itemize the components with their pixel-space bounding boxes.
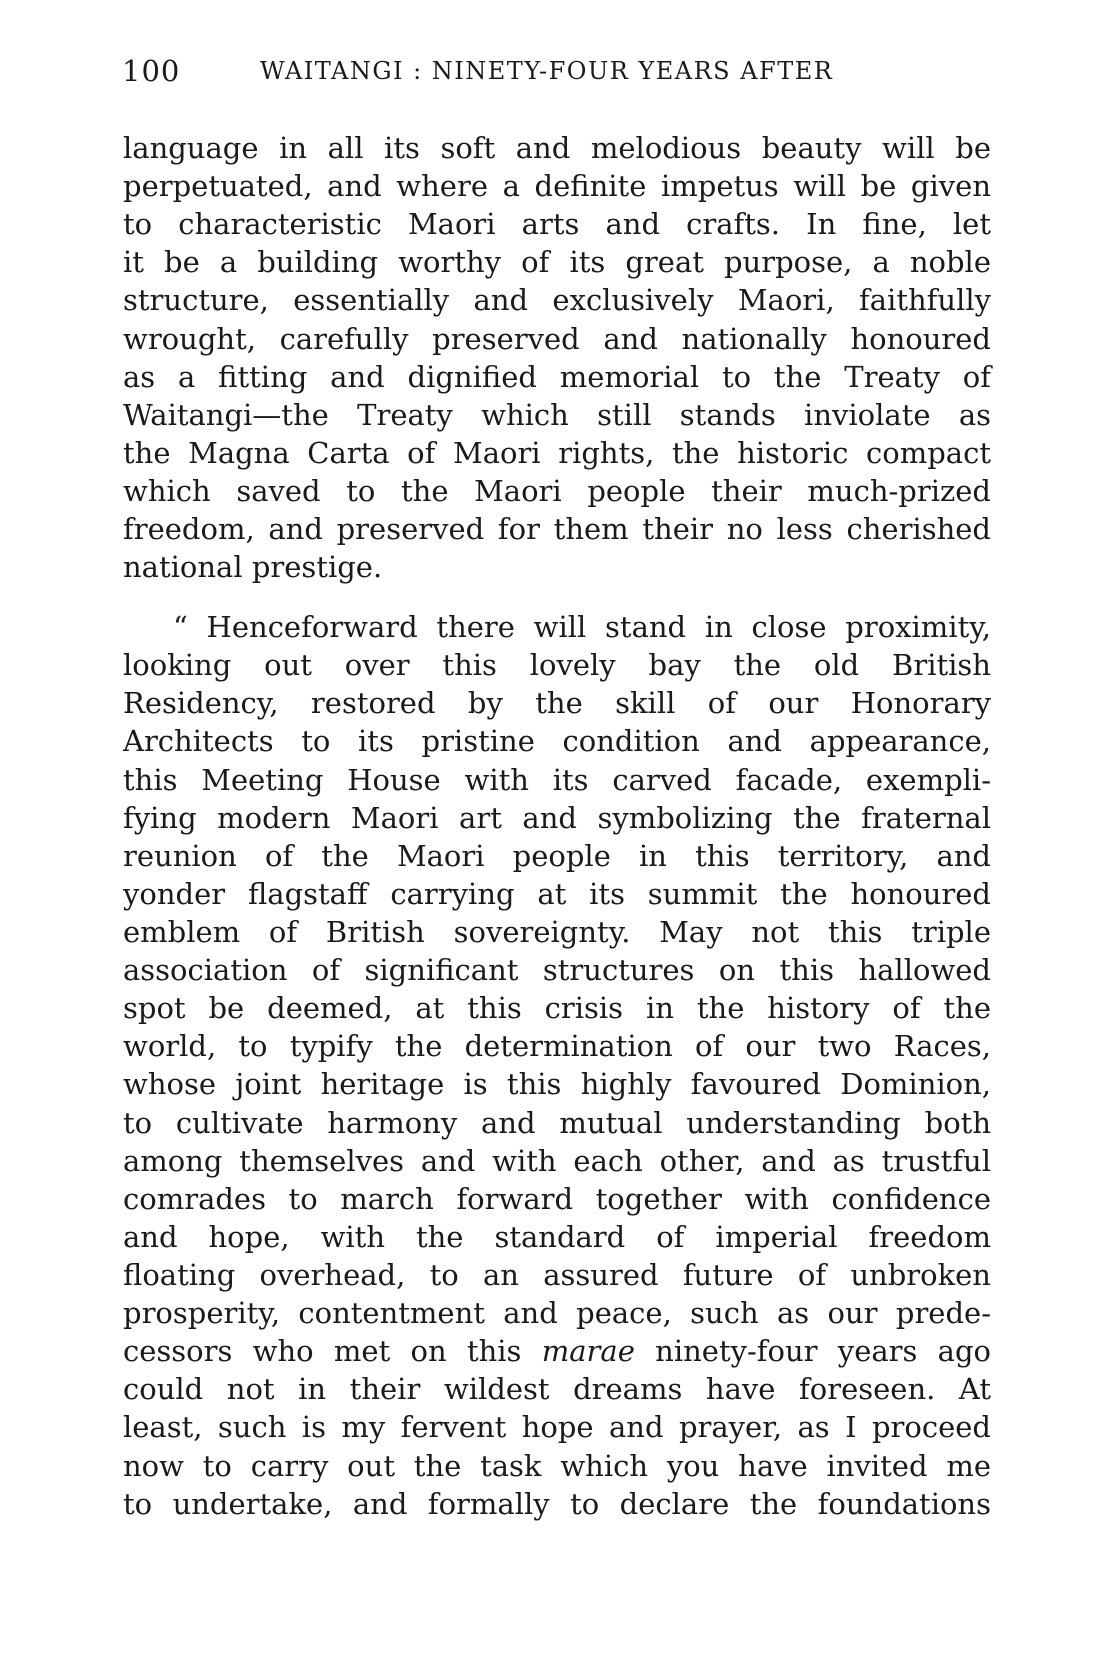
text-line: looking out over this lovely bay the old British <box>123 648 991 682</box>
italic-word-marae: marae <box>541 1334 635 1368</box>
text-line: as a fitting and dignified memorial to the Treaty of <box>123 360 991 394</box>
text-line: could not in their wildest dreams have foreseen. At <box>123 1372 991 1406</box>
text-line: wrought, carefully preserved and nationally honoured <box>123 322 991 356</box>
running-head <box>122 54 992 94</box>
text-line: whose joint heritage is this highly favoured Dominion, <box>123 1067 991 1101</box>
text-line: prosperity, contentment and peace, such as our prede- <box>123 1296 991 1330</box>
text-line: reunion of the Maori people in this territory, and <box>123 839 991 873</box>
page-number: 100 <box>122 54 181 88</box>
text-line: now to carry out the task which you have invited me <box>123 1449 991 1483</box>
text-line: spot be deemed, at this crisis in the history of the <box>123 991 991 1025</box>
text-line: comrades to march forward together with confidence <box>123 1182 991 1216</box>
text-line: perpetuated, and where a definite impetus will be given <box>123 169 991 203</box>
text-line: to cultivate harmony and mutual understanding both <box>123 1106 991 1140</box>
text-line: “ Henceforward there will stand in close proximity, <box>173 610 991 644</box>
text-line: emblem of British sovereignty. May not this triple <box>123 915 991 949</box>
text-line: this Meeting House with its carved facade, exempli- <box>123 763 991 797</box>
text-line: and hope, with the standard of imperial freedom <box>123 1220 991 1254</box>
text-line: language in all its soft and melodious beauty will be <box>123 131 991 165</box>
text-segment: cessors who met on this <box>123 1334 542 1368</box>
text-line: which saved to the Maori people their much-prized <box>123 474 991 508</box>
text-line: among themselves and with each other, and as trustful <box>123 1144 991 1178</box>
text-line: freedom, and preserved for them their no less cherished <box>123 512 991 546</box>
text-line: least, such is my fervent hope and prayer, as I proceed <box>123 1410 991 1444</box>
text-line: Residency, restored by the skill of our Honorary <box>123 686 991 720</box>
text-line: to undertake, and formally to declare the foundations <box>123 1487 991 1521</box>
text-line: world, to typify the determination of our two Races, <box>123 1029 991 1063</box>
running-head-title: WAITANGI : NINETY-FOUR YEARS AFTER <box>260 57 834 85</box>
text-segment: ninety-four years ago <box>634 1334 991 1368</box>
text-line: structure, essentially and exclusively Maori, faithfully <box>123 283 991 317</box>
text-line: to characteristic Maori arts and crafts. In fine, let <box>123 207 991 241</box>
text-line: fying modern Maori art and symbolizing the fraternal <box>123 801 991 835</box>
text-line: national prestige. <box>123 550 383 584</box>
text-line: floating overhead, to an assured future of unbroken <box>123 1258 991 1292</box>
text-line: it be a building worthy of its great purpose, a noble <box>123 245 991 279</box>
text-line: Architects to its pristine condition and appearance, <box>123 724 991 758</box>
text-line: association of significant structures on this hallowed <box>123 953 991 987</box>
text-line-with-italic <box>123 1331 991 1371</box>
text-line: yonder flagstaff carrying at its summit the honoured <box>123 877 991 911</box>
text-line: Waitangi—the Treaty which still stands inviolate as <box>123 398 991 432</box>
text-line: the Magna Carta of Maori rights, the historic compact <box>123 436 991 470</box>
